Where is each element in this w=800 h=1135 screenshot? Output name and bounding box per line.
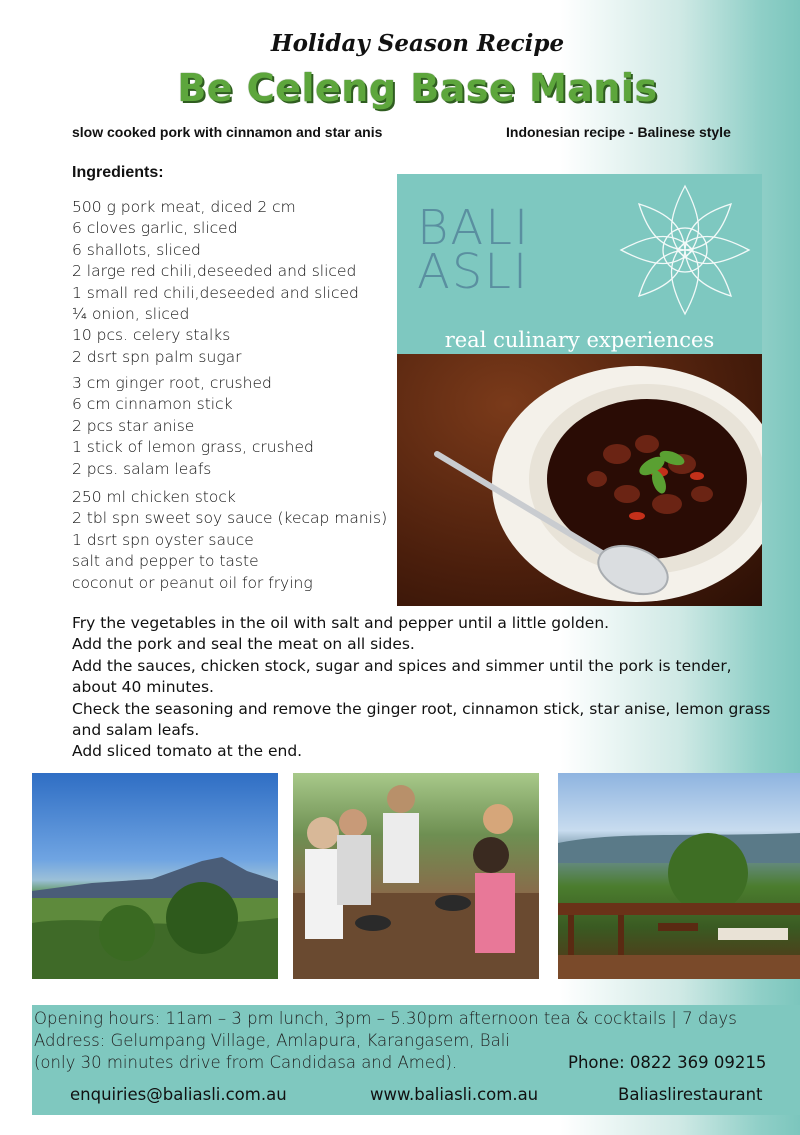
ingredient-item: 1 stick of lemon grass, crushed (72, 438, 314, 457)
cooking-class-photo (293, 773, 539, 979)
ingredient-item: 6 cm cinnamon stick (72, 395, 233, 414)
phone-number: Phone: 0822 369 09215 (568, 1053, 767, 1072)
ingredients-group-3 (72, 487, 387, 594)
method-step: Add sliced tomato at the end. (72, 742, 303, 761)
brand-banner (397, 174, 762, 354)
brand-tagline: real culinary experiences (444, 328, 715, 352)
method-step: Add the pork and seal the meat on all sides. (72, 635, 415, 654)
ingredients-group-2 (72, 373, 314, 480)
terrace-view-photo (558, 773, 800, 979)
dish-photo (397, 354, 762, 606)
ingredient-item: 6 cloves garlic, sliced (72, 219, 238, 238)
mountain-illustration (32, 773, 278, 979)
dish-illustration (397, 354, 762, 606)
recipe-kicker: Holiday Season Recipe (270, 30, 565, 57)
ingredients-group-1 (72, 197, 359, 368)
address: Address: Gelumpang Village, Amlapura, Karangasem, Bali (34, 1031, 510, 1050)
ingredient-item: 6 shallots, sliced (72, 240, 201, 259)
location-note: (only 30 minutes drive from Candidasa and Amed). (34, 1053, 458, 1072)
ingredient-item: 250 ml chicken stock (72, 488, 236, 506)
ingredient-item: 1 small red chili,deseeded and sliced (72, 283, 359, 302)
social-handle[interactable]: Baliaslirestaurant (618, 1085, 763, 1104)
method-step: Add the sauces, chicken stock, sugar and spices and simmer until the pork is tender, about 40 minutes. (72, 656, 732, 697)
ingredient-item: 2 large red chili,deseeded and sliced (72, 262, 357, 281)
recipe-description: slow cooked pork with cinnamon and star anis (72, 124, 383, 140)
ingredient-item: 2 tbl spn sweet soy sauce (kecap manis) (72, 509, 388, 528)
ingredient-item: 10 pcs. celery stalks (72, 326, 231, 345)
cooking-class-illustration (293, 773, 539, 979)
brand-name-line-2: ASLI (417, 244, 530, 300)
ingredient-item: ¼ onion, sliced (72, 305, 190, 324)
method-text (72, 613, 778, 763)
website-link[interactable]: www.baliasli.com.au (370, 1085, 539, 1104)
ingredient-item: 2 dsrt spn palm sugar (72, 347, 242, 366)
ingredient-item: 500 g pork meat, diced 2 cm (72, 198, 296, 216)
brand-name (417, 200, 531, 300)
ingredient-item: coconut or peanut oil for frying (72, 573, 313, 592)
ingredients-heading: Ingredients: (72, 164, 164, 181)
recipe-origin: Indonesian recipe - Balinese style (506, 124, 731, 140)
landscape-photo (32, 773, 278, 979)
recipe-title: Be Celeng Base Manis (177, 66, 658, 110)
method-step: Check the seasoning and remove the ginger root, cinnamon stick, star anise, lemon grass and salam leafs. (72, 699, 771, 740)
ingredient-item: 3 cm ginger root, crushed (72, 374, 272, 392)
brand-name-line-1: BALI (417, 200, 531, 256)
ingredient-item: 2 pcs star anise (72, 416, 195, 435)
ingredient-item: 2 pcs. salam leafs (72, 459, 212, 478)
lotus-icon (615, 180, 755, 320)
terrace-illustration (558, 773, 800, 979)
opening-hours: Opening hours: 11am – 3 pm lunch, 3pm – 5.30pm afternoon tea & cocktails | 7 days (34, 1009, 737, 1028)
email-link[interactable]: enquiries@baliasli.com.au (70, 1085, 287, 1104)
footer-info (32, 1005, 800, 1115)
ingredient-item: 1 dsrt spn oyster sauce (72, 530, 254, 549)
ingredient-item: salt and pepper to taste (72, 552, 259, 571)
method-step: Fry the vegetables in the oil with salt and pepper until a little golden. (72, 614, 610, 632)
